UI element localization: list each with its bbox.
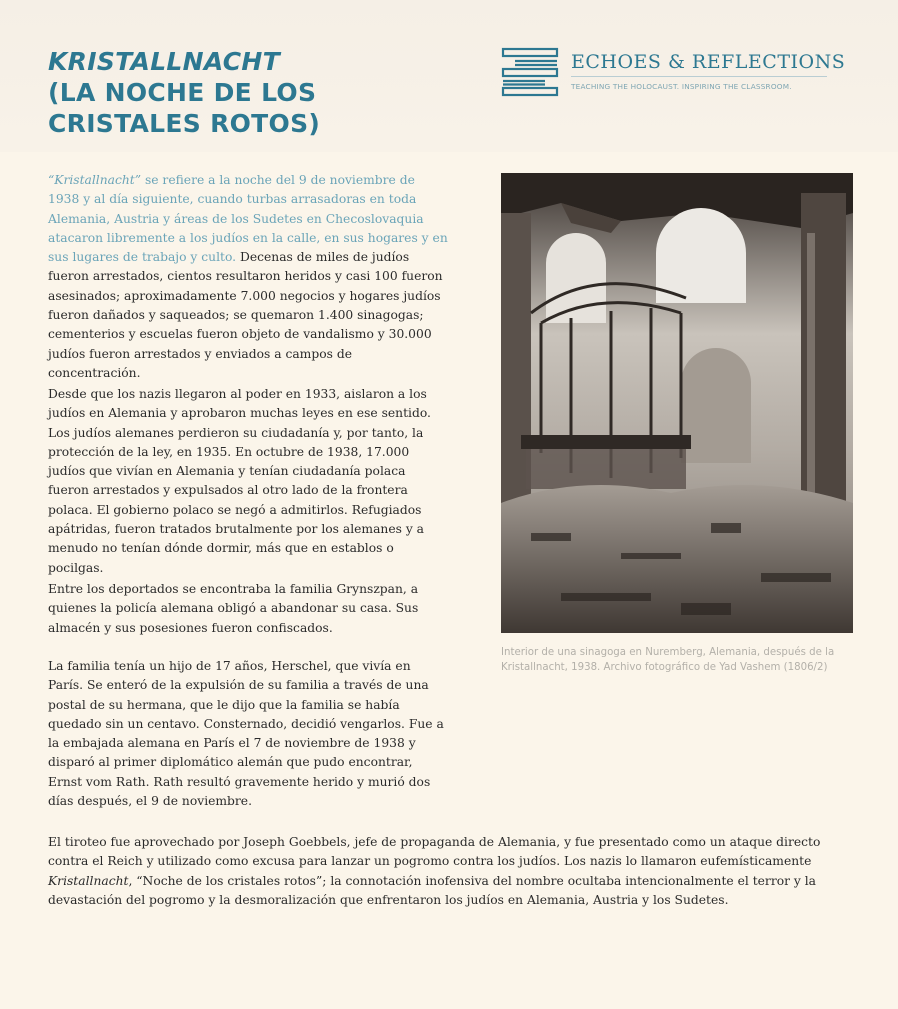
intro-rest: Decenas de miles de judíos fueron arrestados, cientos resultaron heridos y casi 100 fueron asesinados; aproximadamente 7.000 negocios y hogares judíos fueron dañados y saqueados; se quemaron 1.400 sinagogas; cementerios y escuelas fueron objeto de vandalismo y 30.000 judíos fueron arrestados y enviados a campos de concentración. bbox=[48, 250, 443, 380]
goebbels-text-b: , “Noche de los cristales rotos”; la connotación inofensiva del nombre ocultaba intencionalmente el terror y la devastación del pogromo y la desmoralización que enfrentaron los judíos en Alemania, Austria y los Sudetes. bbox=[48, 873, 817, 907]
logo-divider bbox=[571, 76, 827, 77]
paragraph-goebbels bbox=[48, 833, 858, 910]
intro-term: “Kristallnacht” bbox=[48, 173, 142, 187]
logo-name: ECHOES & REFLECTIONS bbox=[571, 51, 846, 73]
title-translation: (LA NOCHE DE LOS CRISTALES ROTOS) bbox=[48, 78, 321, 138]
logo-tagline: TEACHING THE HOLOCAUST. INSPIRING THE CLASSROOM. bbox=[571, 82, 792, 91]
header-band bbox=[0, 0, 898, 152]
goebbels-term: Kristallnacht bbox=[48, 873, 129, 888]
photo-caption: Interior de una sinagoga en Nuremberg, Alemania, después de la Kristallnacht, 1938. Archivo fotográfico de Yad Vashem (1806/2) bbox=[501, 647, 835, 674]
title-term: KRISTALLNACHT bbox=[48, 47, 280, 76]
paragraph-intro bbox=[48, 171, 448, 383]
paragraph-background: Desde que los nazis llegaron al poder en 1933, aislaron a los judíos en Alemania y aprobaron muchas leyes en ese sentido. Los judíos alemanes perdieron su ciudadanía y, por tanto, la protección de la ley, en 1935. En octubre de 1938, 17.000 judíos que vivían en Alemania y tenían ciudadanía polaca fueron arrestados y expulsados al otro lado de la frontera polaca. El gobierno polaco se negó a admitirlos. Refugiados apátridas, fueron tratados brutalmente por los alemanes y a menudo no tenían dónde dormir, más que en establos o pocilgas. bbox=[48, 387, 431, 575]
paragraph-grynszpan: Entre los deportados se encontraba la familia Grynszpan, a quienes la policía alemana obligó a abandonar su casa. Sus almacén y sus posesiones fueron confiscados. bbox=[48, 582, 419, 635]
logo bbox=[501, 46, 846, 98]
paragraph-herschel: La familia tenía un hijo de 17 años, Herschel, que vivía en París. Se enteró de la expulsión de su familia a través de una postal de su hermana, que le dijo que la familia se había quedado sin un centavo. Consternado, decidió vengarlos. Fue a la embajada alemana en París el 7 de noviembre de 1938 y disparó al primer diplomático alemán que pudo encontrar, Ernst vom Rath. Rath resultó gravemente herido y murió dos días después, el 9 de noviembre. bbox=[48, 659, 444, 809]
logo-stacked-lines-icon bbox=[501, 47, 559, 97]
synagogue-ruins-image bbox=[501, 173, 853, 633]
goebbels-text-a: El tiroteo fue aprovechado por Joseph Goebbels, jefe de propaganda de Alemania, y fue presentado como un ataque directo contra el Reich y utilizado como excusa para lanzar un pogromo contra los judíos. Los nazis lo llamaron eufemísticamente bbox=[48, 835, 821, 869]
synagogue-photo bbox=[501, 173, 853, 633]
intro-highlight: se refiere a la noche del 9 de noviembre de 1938 y al día siguiente, cuando turbas arrasadoras en toda Alemania, Austria y áreas de los Sudetes en Checoslovaquia atacaron libremente a los judíos en la calle, en sus hogares y en sus lugares de trabajo y culto. bbox=[48, 173, 448, 265]
page-title bbox=[48, 46, 448, 139]
